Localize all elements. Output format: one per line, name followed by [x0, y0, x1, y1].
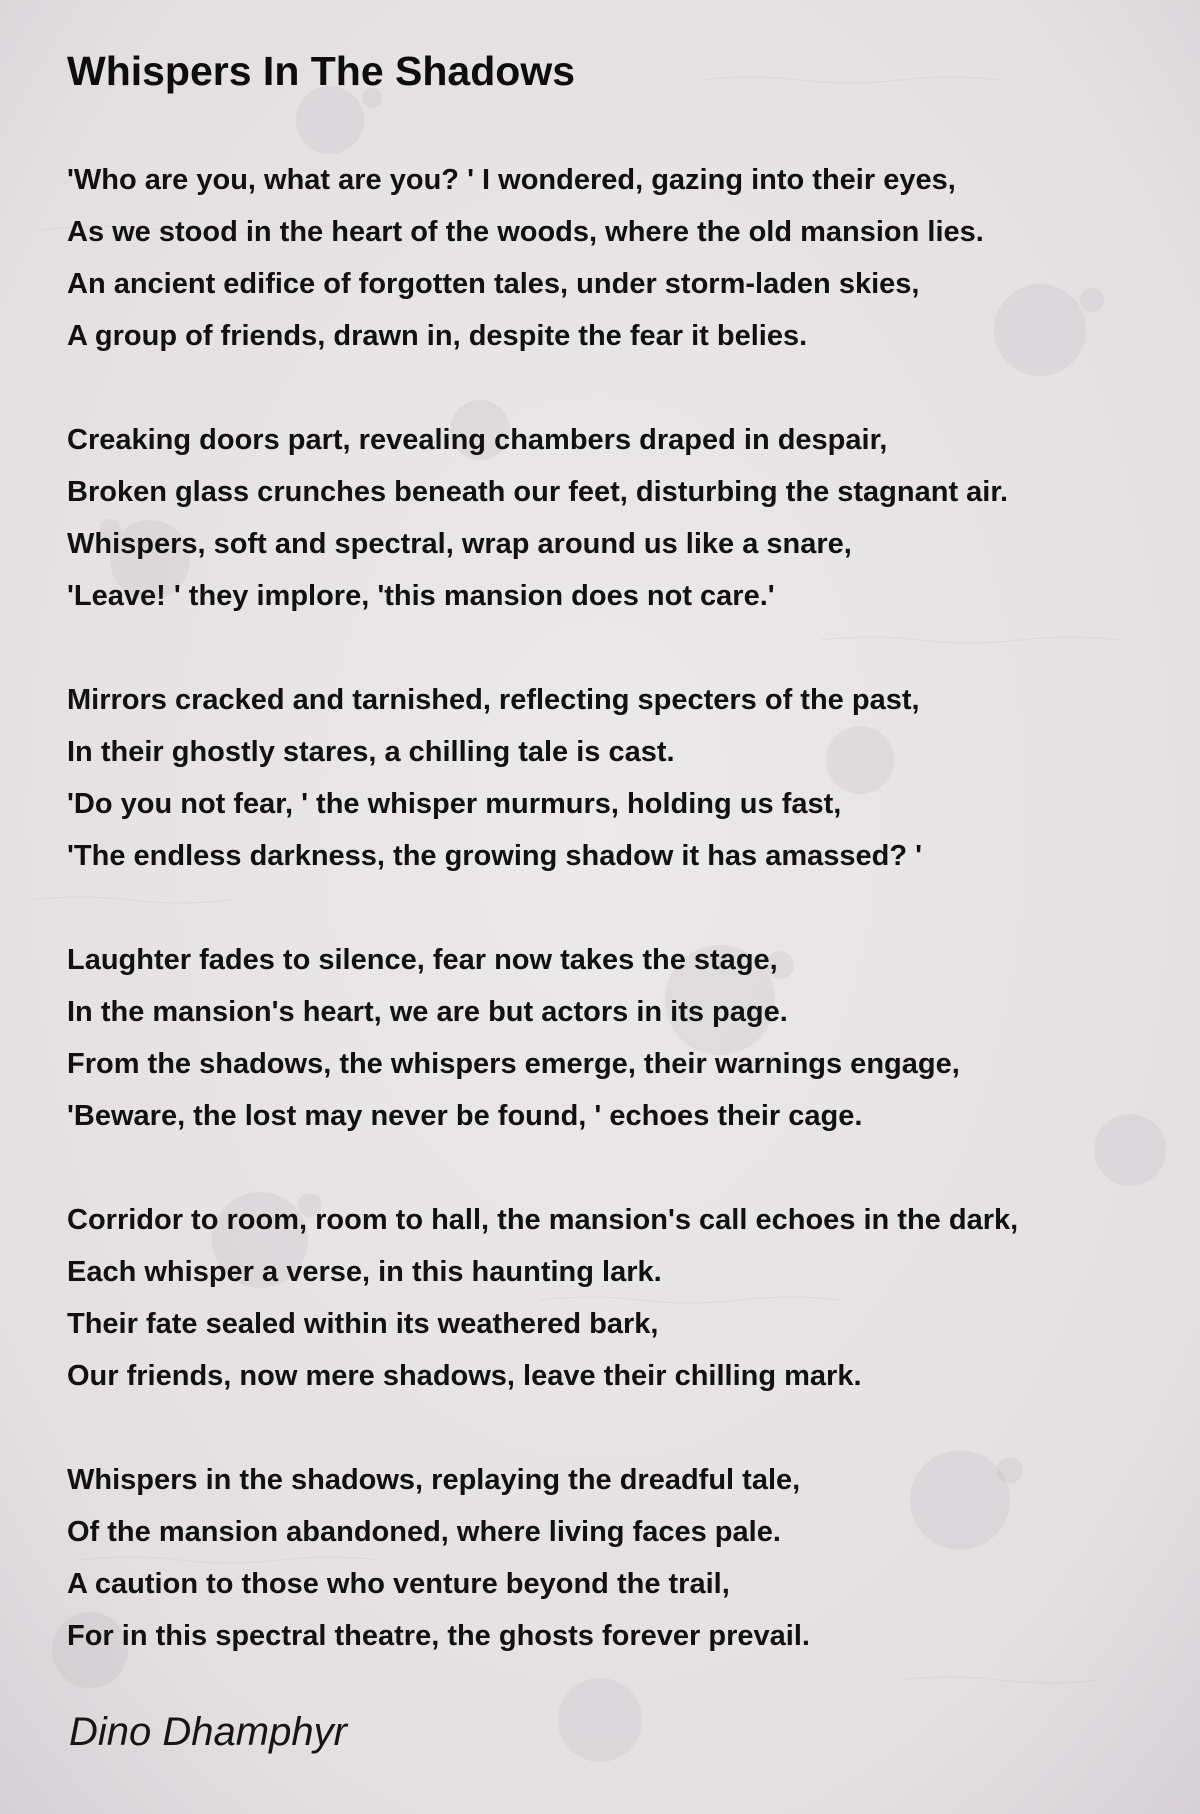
- poem-line: Whispers, soft and spectral, wrap around us like a snare,: [67, 528, 852, 560]
- poem-line: 'Beware, the lost may never be found, ' echoes their cage.: [67, 1100, 863, 1132]
- poem-author: Dino Dhamphyr: [69, 1710, 347, 1754]
- poem-line: Mirrors cracked and tarnished, reflecting specters of the past,: [67, 684, 920, 716]
- poem-line: 'The endless darkness, the growing shadow it has amassed? ': [67, 840, 923, 872]
- poem-line: Broken glass crunches beneath our feet, disturbing the stagnant air.: [67, 476, 1009, 508]
- poem-line: From the shadows, the whispers emerge, their warnings engage,: [67, 1048, 960, 1080]
- stanza: [67, 154, 1192, 362]
- poem-line: Our friends, now mere shadows, leave their chilling mark.: [67, 1360, 862, 1392]
- poem-line: Each whisper a verse, in this haunting lark.: [67, 1256, 662, 1288]
- stanza: [67, 1454, 1192, 1662]
- poem-line: 'Leave! ' they implore, 'this mansion does not care.': [67, 580, 775, 612]
- poem-line: 'Who are you, what are you? ' I wondered, gazing into their eyes,: [67, 164, 956, 196]
- poem-line: A caution to those who venture beyond the trail,: [67, 1568, 730, 1600]
- poem-title: Whispers In The Shadows: [67, 48, 576, 94]
- poem-line: Of the mansion abandoned, where living faces pale.: [67, 1516, 781, 1548]
- poem-line: An ancient edifice of forgotten tales, under storm-laden skies,: [67, 268, 920, 300]
- poem-line: Corridor to room, room to hall, the mansion's call echoes in the dark,: [67, 1204, 1019, 1236]
- poem-line: 'Do you not fear, ' the whisper murmurs, holding us fast,: [67, 788, 842, 820]
- stanza: [67, 934, 1192, 1142]
- stanza: [67, 674, 1192, 882]
- stanza: [67, 1194, 1192, 1402]
- poem-line: Laughter fades to silence, fear now takes the stage,: [67, 944, 778, 976]
- poem-line: Whispers in the shadows, replaying the dreadful tale,: [67, 1464, 801, 1496]
- stanza: [67, 414, 1192, 622]
- poem-line: As we stood in the heart of the woods, where the old mansion lies.: [67, 216, 984, 248]
- poem-line: Creaking doors part, revealing chambers draped in despair,: [67, 424, 888, 456]
- poem-line: Their fate sealed within its weathered bark,: [67, 1308, 659, 1340]
- poem-line: In their ghostly stares, a chilling tale is cast.: [67, 736, 675, 768]
- poem-line: For in this spectral theatre, the ghosts forever prevail.: [67, 1620, 810, 1652]
- poem-body: [67, 154, 1192, 1714]
- poem-line: A group of friends, drawn in, despite the fear it belies.: [67, 320, 808, 352]
- poem-line: In the mansion's heart, we are but actors in its page.: [67, 996, 788, 1028]
